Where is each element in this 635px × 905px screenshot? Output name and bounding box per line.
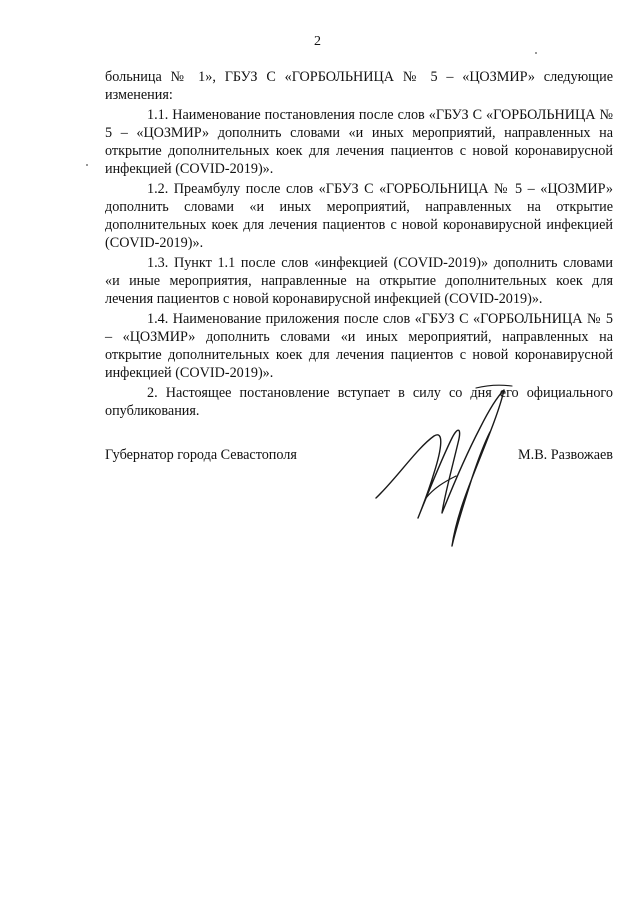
scan-speck: [535, 52, 537, 54]
paragraph-2: 2. Настоящее постановление вступает в силу со дня его официального опубликования.: [105, 385, 613, 419]
paragraph-1-1: 1.1. Наименование постановления после слов «ГБУЗ С «ГОРБОЛЬНИЦА № 5 – «ЦОЗМИР» дополнить словами «и иных мероприятий, направленных на открытие дополнительных коек для лечения пациентов с новой коронавирусной инфекцией (COVID-2019)».: [105, 107, 613, 177]
paragraph-intro: больница № 1», ГБУЗ С «ГОРБОЛЬНИЦА № 5 – «ЦОЗМИР» следующие изменения:: [105, 69, 613, 103]
handwritten-signature: [372, 378, 532, 553]
document-body: [105, 68, 613, 422]
scan-speck: [86, 164, 88, 166]
page-number: 2: [314, 34, 321, 49]
signatory-position: Губернатор города Севастополя: [105, 447, 297, 463]
paragraph-1-2: 1.2. Преамбулу после слов «ГБУЗ С «ГОРБОЛЬНИЦА № 5 – «ЦОЗМИР» дополнить словами «и иных мероприятий, направленных на открытие дополнительных коек для лечения пациентов с новой коронавирусной инфекцией (COVID-2019)».: [105, 181, 613, 251]
paragraph-1-3: 1.3. Пункт 1.1 после слов «инфекцией (COVID-2019)» дополнить словами «и иные мероприятия, направленные на открытие дополнительных коек для лечения пациентов с новой коронавирусной инфекцией (COVID-2019)».: [105, 255, 613, 307]
signatory-name: М.В. Развожаев: [518, 447, 613, 463]
paragraph-1-4: 1.4. Наименование приложения после слов «ГБУЗ С «ГОРБОЛЬНИЦА № 5 – «ЦОЗМИР» дополнить словами «и иных мероприятий, направленных на открытие дополнительных коек для лечения пациентов с новой коронавирусной инфекцией (COVID-2019)».: [105, 311, 613, 381]
